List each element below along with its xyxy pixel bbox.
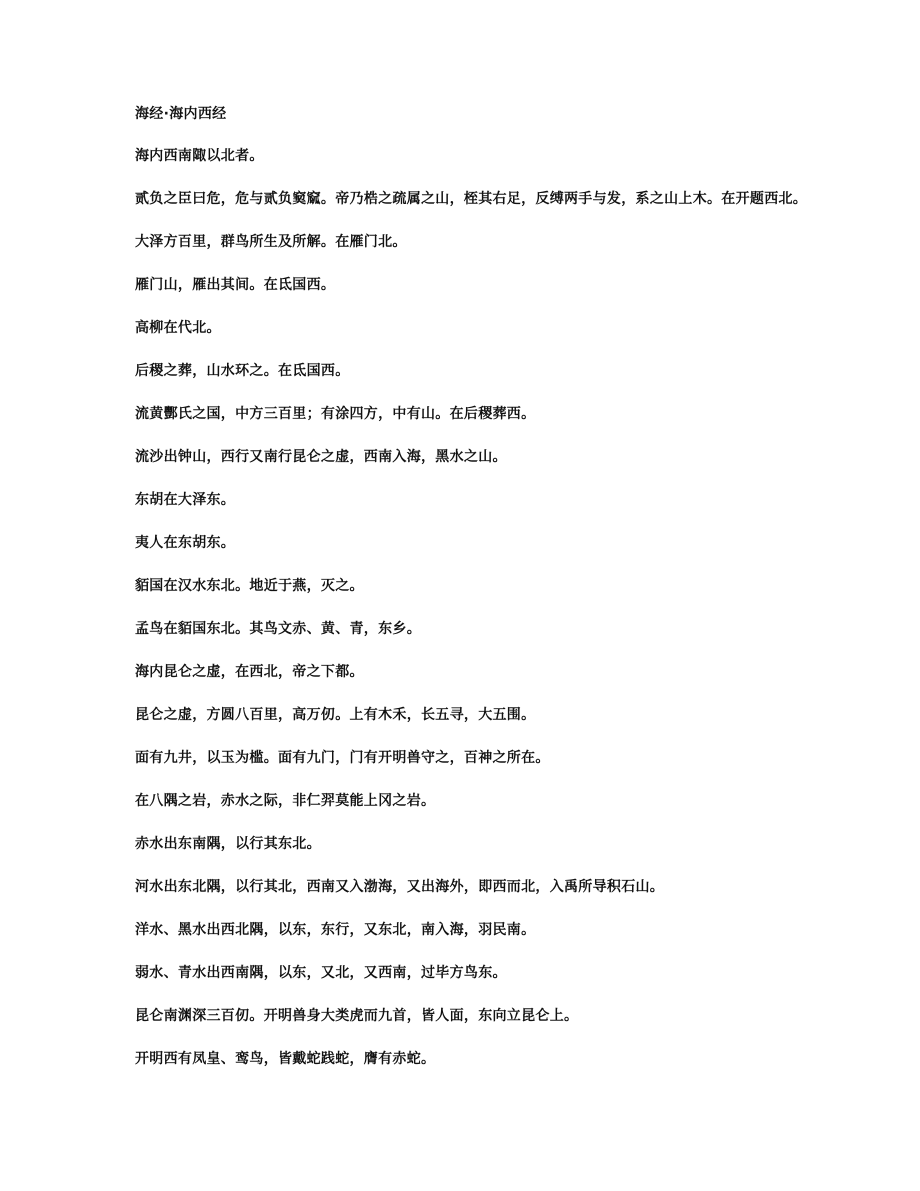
paragraph: 高柳在代北。 bbox=[135, 320, 221, 336]
paragraph: 大泽方百里，群鸟所生及所解。在雁门北。 bbox=[135, 234, 407, 250]
paragraph: 雁门山，雁出其间。在氐国西。 bbox=[135, 277, 336, 293]
paragraph: 赤水出东南隅，以行其东北。 bbox=[135, 836, 321, 852]
paragraph: 洋水、黑水出西北隅，以东，东行，又东北，南入海，羽民南。 bbox=[135, 922, 536, 938]
paragraph: 东胡在大泽东。 bbox=[135, 492, 236, 508]
paragraph: 昆仑南渊深三百仞。开明兽身大类虎而九首，皆人面，东向立昆仑上。 bbox=[135, 1008, 579, 1024]
paragraph: 贰负之臣曰危，危与贰负窫窳。帝乃梏之疏属之山，桎其右足，反缚两手与发，系之山上木。在开题西北。 bbox=[135, 191, 808, 207]
document-page bbox=[135, 104, 815, 1092]
paragraph: 海内昆仑之虚，在西北，帝之下都。 bbox=[135, 664, 364, 680]
paragraph: 在八隅之岩，赤水之际，非仁羿莫能上冈之岩。 bbox=[135, 793, 436, 809]
paragraph: 河水出东北隅，以行其北，西南又入渤海，又出海外，即西而北，入禹所导积石山。 bbox=[135, 879, 665, 895]
paragraph: 昆仑之虚，方圆八百里，高万仞。上有木禾，长五寻，大五围。 bbox=[135, 707, 536, 723]
paragraph: 孟鸟在貊国东北。其鸟文赤、黄、青，东乡。 bbox=[135, 621, 421, 637]
paragraph: 流沙出钟山，西行又南行昆仑之虚，西南入海，黑水之山。 bbox=[135, 449, 507, 465]
paragraph: 海内西南陬以北者。 bbox=[135, 148, 264, 164]
paragraph: 流黄酆氏之国，中方三百里；有涂四方，中有山。在后稷葬西。 bbox=[135, 406, 536, 422]
paragraph: 貊国在汉水东北。地近于燕，灭之。 bbox=[135, 578, 364, 594]
document-title: 海经·海内西经 bbox=[135, 106, 227, 122]
paragraph: 开明西有凤皇、鸾鸟，皆戴蛇践蛇，膺有赤蛇。 bbox=[135, 1051, 436, 1067]
paragraph: 弱水、青水出西南隅，以东，又北，又西南，过毕方鸟东。 bbox=[135, 965, 507, 981]
paragraph: 夷人在东胡东。 bbox=[135, 535, 236, 551]
paragraph: 后稷之葬，山水环之。在氐国西。 bbox=[135, 363, 350, 379]
paragraph: 面有九井，以玉为槛。面有九门，门有开明兽守之，百神之所在。 bbox=[135, 750, 550, 766]
